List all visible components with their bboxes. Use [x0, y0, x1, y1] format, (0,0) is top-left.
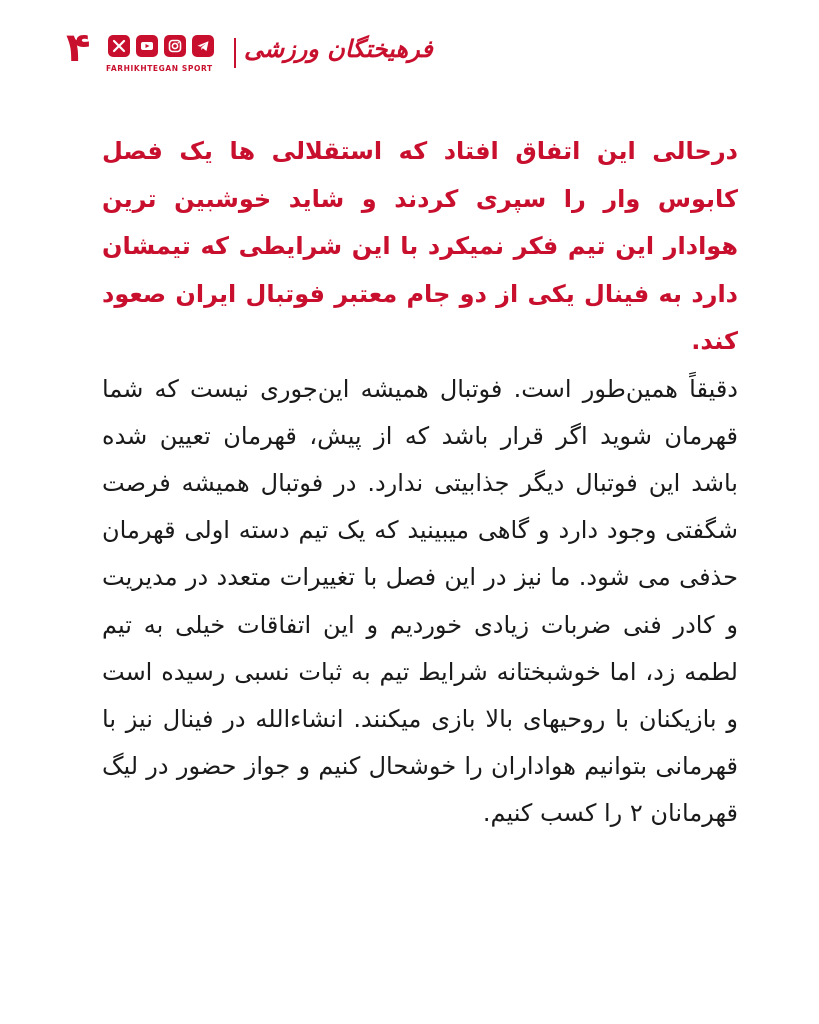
telegram-icon[interactable]	[192, 35, 214, 57]
youtube-icon[interactable]	[136, 35, 158, 57]
brand-logo: فرهیختگان ورزشی	[244, 34, 433, 63]
page-number: ۴	[66, 25, 91, 71]
x-icon[interactable]	[108, 35, 130, 57]
sport-label: FARHIKHTEGAN SPORT	[106, 64, 213, 73]
page-header	[66, 25, 433, 82]
social-icons	[108, 35, 214, 57]
article-lead: درحالی این اتفاق افتاد که استقلالی ها یک فصل کابوس وار را سپری کردند و شاید خوشبین ترین هوادار این تیم فکر نمیکرد با این شرایطی که تیمشان دارد به فینال یکی از دو جام معتبر فوتبال ایران صعود کند.	[102, 137, 738, 355]
header-divider	[234, 38, 236, 68]
article-content	[102, 128, 738, 838]
article-body: دقیقاً همین‌طور است. فوتبال همیشه این‌جوری نیست که شما قهرمان شوید اگر قرار باشد که از پیش، قهرمان تعیین شده باشد این فوتبال دیگر جذابیتی ندارد. در فوتبال همیشه فرصت شگفتی وجود دارد و گاهی میبینید که یک تیم دسته اولی قهرمان حذفی می شود. ما نیز در این فصل با تغییرات متعدد در مدیریت و کادر فنی ضربات زیادی خوردیم و این اتفاقات خیلی به تیم لطمه زد، اما خوشبختانه شرایط تیم به ثبات نسبی رسیده است و بازیکنان با روحیهای بالا بازی میکنند. انشاءالله در فینال نیز با قهرمانی بتوانیم هواداران را خوشحال کنیم و جواز حضور در لیگ قهرمانان ۲ را کسب کنیم.	[102, 374, 738, 828]
instagram-icon[interactable]	[164, 35, 186, 57]
